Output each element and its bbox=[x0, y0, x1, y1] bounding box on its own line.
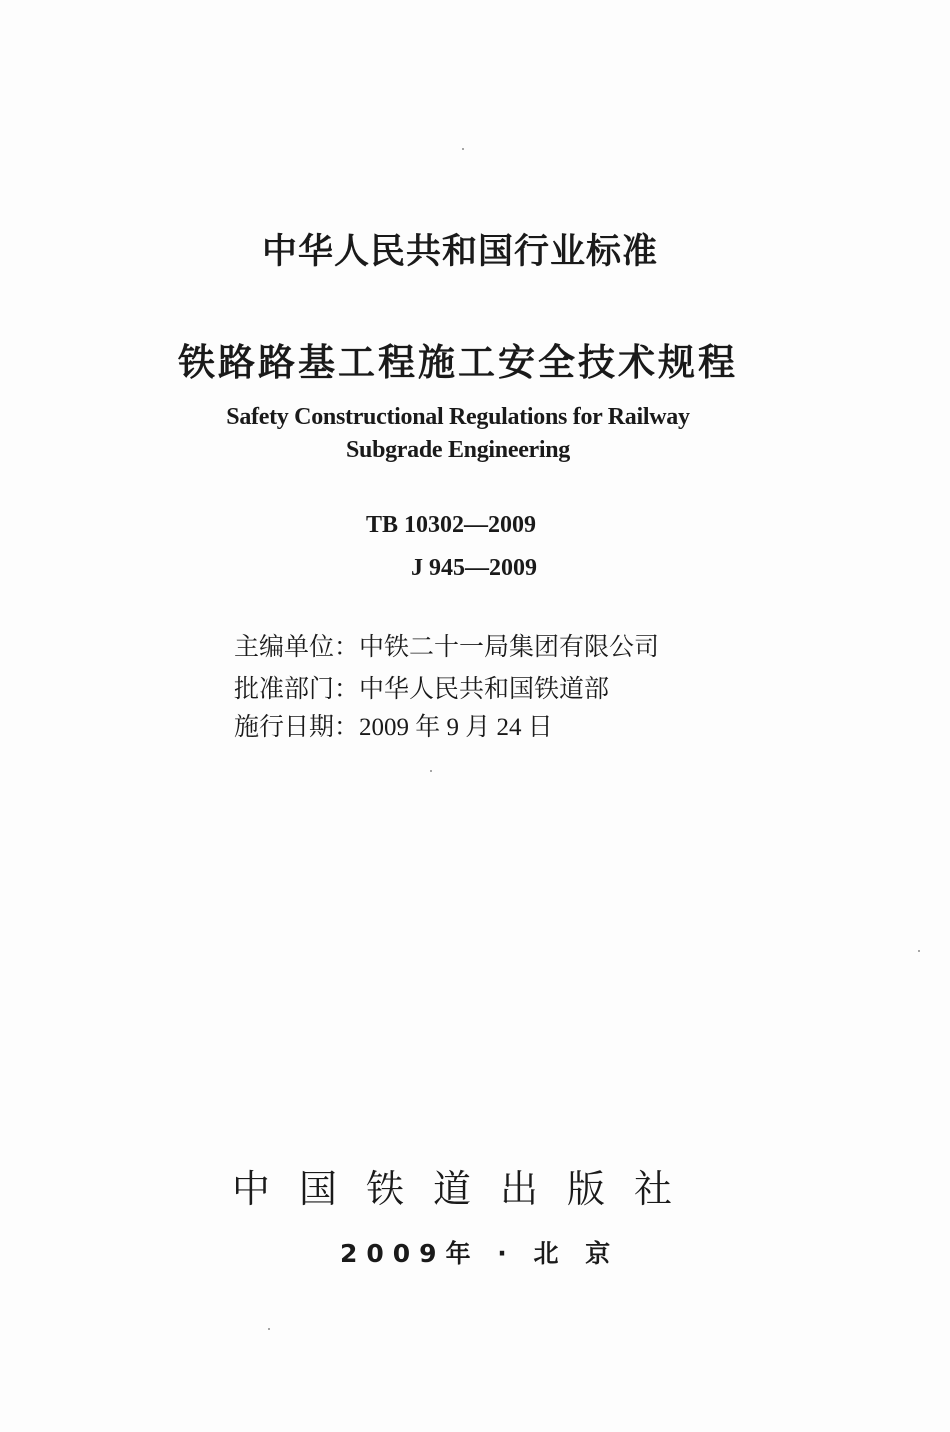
scan-speck bbox=[268, 1328, 270, 1330]
standard-code-j: J 945—2009 bbox=[411, 555, 537, 581]
approval-value: 中华人民共和国铁道部 bbox=[359, 674, 610, 703]
scan-speck bbox=[462, 148, 464, 150]
publication-year-place: 2009年 · 北 京 bbox=[340, 1239, 620, 1268]
document-title-chinese: 铁路路基工程施工安全技术规程 bbox=[178, 341, 738, 384]
scan-speck bbox=[918, 950, 920, 952]
chief-editor-value: 中铁二十一局集团有限公司 bbox=[359, 632, 660, 661]
effective-date-row bbox=[234, 707, 553, 743]
scan-speck bbox=[430, 770, 432, 772]
document-title-english-line1: Safety Constructional Regulations for Railway bbox=[226, 404, 690, 430]
effective-date-label: 施行日期： bbox=[234, 712, 360, 741]
approval-row bbox=[234, 669, 609, 705]
document-title-english-line2: Subgrade Engineering bbox=[345, 437, 571, 463]
chief-editor-label: 主编单位： bbox=[234, 632, 360, 661]
publisher-name: 中国铁道出版社 bbox=[232, 1167, 702, 1211]
standard-code-tb: TB 10302—2009 bbox=[366, 512, 537, 538]
approval-label: 批准部门： bbox=[234, 674, 360, 703]
chief-editor-row bbox=[234, 627, 659, 663]
effective-date-value: 2009 年 9 月 24 日 bbox=[359, 714, 553, 741]
standard-category: 中华人民共和国行业标准 bbox=[261, 232, 658, 272]
